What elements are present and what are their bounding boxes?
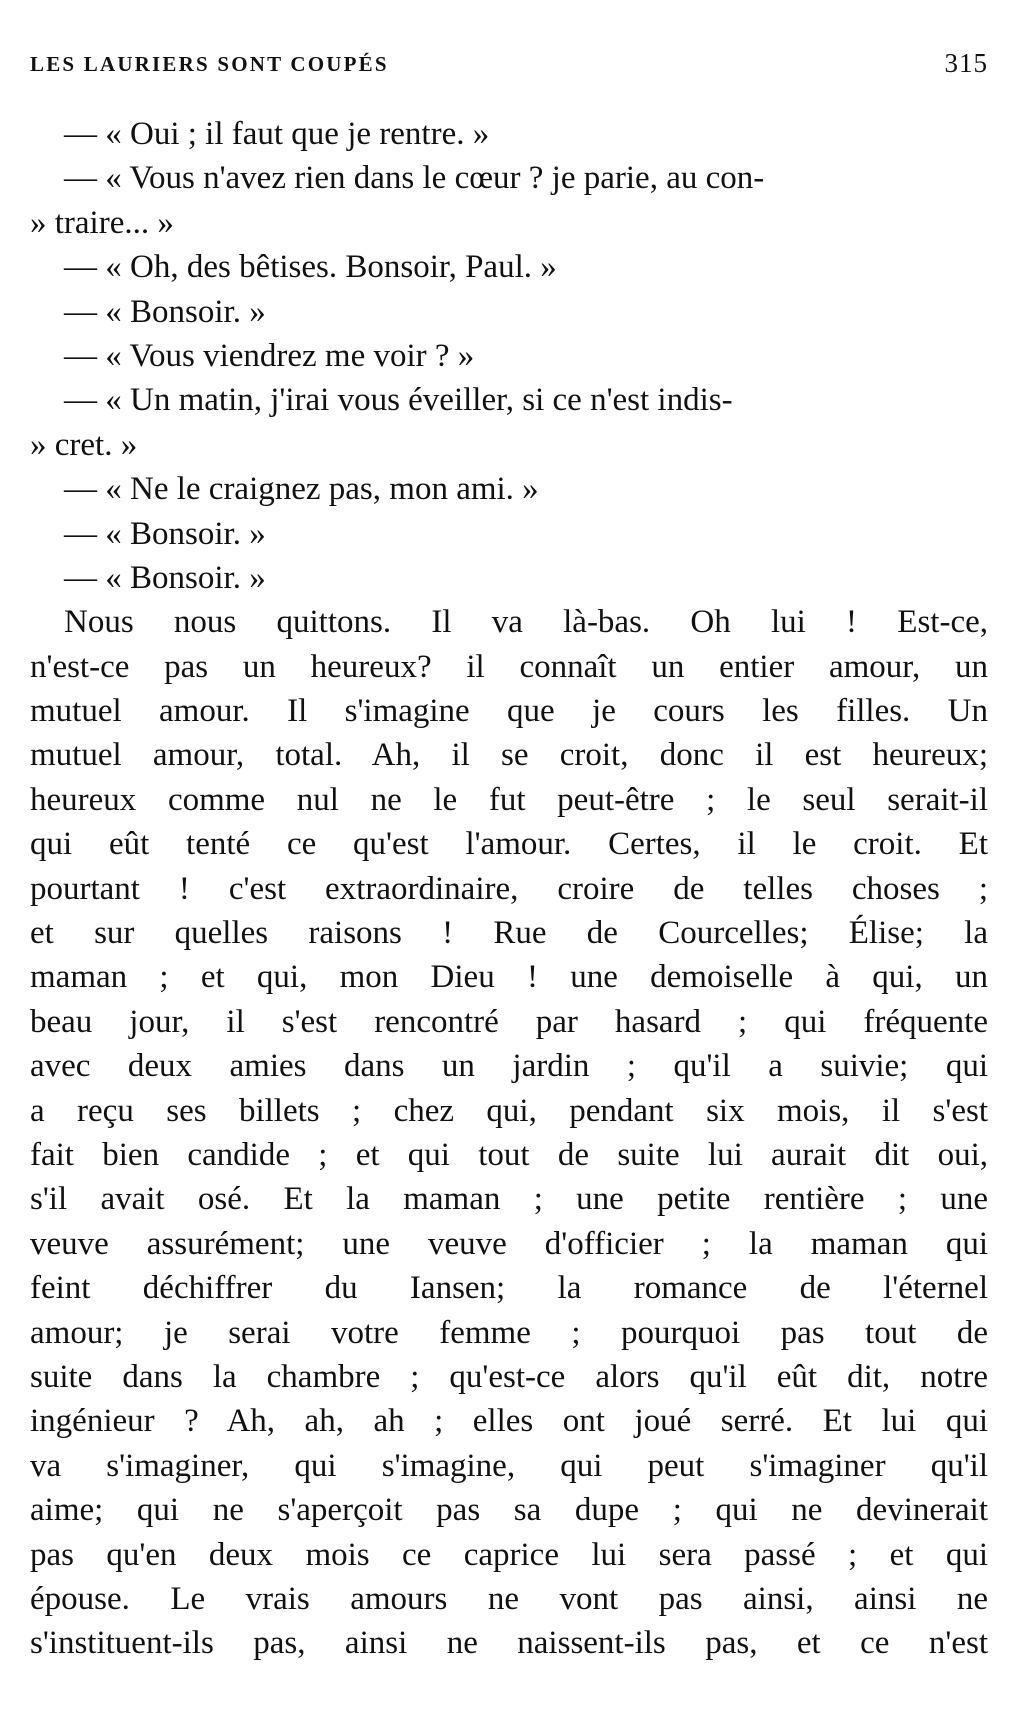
text-line: va s'imaginer, qui s'imagine, qui peut s'imaginer qu'il	[30, 1447, 988, 1484]
text-line: — « Un matin, j'irai vous éveiller, si ce n'est indis-	[64, 382, 733, 419]
text-line: ingénieur ? Ah, ah, ah ; elles ont joué serré. Et lui qui	[30, 1403, 988, 1440]
text-line: n'est-ce pas un heureux? il connaît un entier amour, un	[30, 648, 988, 685]
text-line: mutuel amour. Il s'imagine que je cours les filles. Un	[30, 693, 988, 730]
text-line: veuve assurément; une veuve d'officier ; la maman qui	[30, 1225, 988, 1262]
text-line: mutuel amour, total. Ah, il se croit, donc il est heureux;	[30, 737, 988, 774]
text-line: — « Bonsoir. »	[64, 559, 266, 596]
text-line: fait bien candide ; et qui tout de suite lui aurait dit oui,	[30, 1136, 988, 1173]
text-line: aime; qui ne s'aperçoit pas sa dupe ; qui ne devinerait	[30, 1492, 988, 1529]
page-number: 315	[944, 48, 988, 78]
text-line: s'il avait osé. Et la maman ; une petite rentière ; une	[30, 1181, 988, 1218]
text-line: avec deux amies dans un jardin ; qu'il a suivie; qui	[30, 1048, 988, 1085]
running-header	[30, 48, 988, 82]
text-line: maman ; et qui, mon Dieu ! une demoiselle à qui, un	[30, 959, 988, 996]
text-line: et sur quelles raisons ! Rue de Courcelles; Élise; la	[30, 915, 988, 952]
text-line: — « Ne le craignez pas, mon ami. »	[64, 471, 539, 508]
text-line: — « Vous viendrez me voir ? »	[64, 337, 475, 374]
text-line: beau jour, il s'est rencontré par hasard ; qui fréquente	[30, 1003, 988, 1040]
text-line: s'instituent-ils pas, ainsi ne naissent-ils pas, et ce n'est	[30, 1625, 988, 1662]
text-line: — « Bonsoir. »	[64, 293, 266, 330]
text-line: — « Oui ; il faut que je rentre. »	[64, 116, 490, 152]
text-line: — « Bonsoir. »	[64, 515, 266, 552]
text-line: amour; je serai votre femme ; pourquoi pas tout de	[30, 1314, 988, 1351]
text-line: heureux comme nul ne le fut peut-être ; le seul serait-il	[30, 781, 988, 818]
text-line: épouse. Le vrais amours ne vont pas ainsi, ainsi ne	[30, 1580, 988, 1617]
text-line: suite dans la chambre ; qu'est-ce alors qu'il eût dit, notre	[30, 1358, 988, 1395]
text-line: pas qu'en deux mois ce caprice lui sera passé ; et qui	[30, 1536, 988, 1573]
text-line: feint déchiffrer du Iansen; la romance de l'éternel	[30, 1270, 988, 1307]
text-line: pourtant ! c'est extraordinaire, croire de telles choses ;	[30, 870, 988, 907]
text-line: » cret. »	[30, 426, 138, 463]
page-body-text	[30, 112, 988, 1666]
running-title: LES LAURIERS SONT COUPÉS	[30, 52, 389, 76]
text-line: Nous nous quittons. Il va là-bas. Oh lui ! Est-ce,	[64, 604, 988, 641]
text-line: a reçu ses billets ; chez qui, pendant six mois, il s'est	[30, 1092, 988, 1129]
text-line: — « Oh, des bêtises. Bonsoir, Paul. »	[64, 249, 557, 286]
text-line: — « Vous n'avez rien dans le cœur ? je parie, au con-	[64, 160, 765, 197]
text-line: » traire... »	[30, 204, 174, 241]
text-line: qui eût tenté ce qu'est l'amour. Certes, il le croit. Et	[30, 826, 988, 863]
